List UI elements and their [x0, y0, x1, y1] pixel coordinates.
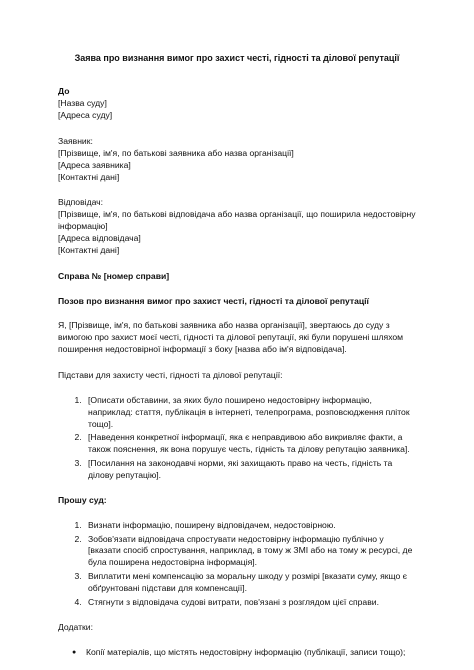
grounds-heading: Підстави для захисту честі, гідності та ділової репутації:	[58, 370, 283, 381]
request-heading: Прошу суд:	[58, 494, 107, 505]
respondent-label: Відповідач:	[58, 197, 104, 208]
respondent-address: [Адреса відповідача]	[58, 233, 141, 243]
case-number: Справа № [номер справи]	[58, 270, 170, 281]
court-name: [Назва суду]	[58, 98, 107, 109]
intro-paragraph: Я, [Прізвище, ім'я, по батькові заявника або назва організації], звертаюсь до суду з вимогою про захист моєї честі, гідності та ділової репутації, які були порушені шляхом поширення недостовірної інформації з боку [назва або ім'я відповідача].	[58, 320, 404, 355]
subject-heading: Позов про визнання вимог про захист честі, гідності та ділової репутації	[58, 295, 369, 306]
document-title: Заява про визнання вимог про захист честі, гідності та ділової репутації	[74, 53, 400, 63]
list-item: 1. [Описати обставини, за яких було поширено недостовірну інформацію, наприклад: стаття, публікація в інтернеті, телепрограма, розповсюдження пліток тощо].	[84, 395, 416, 431]
applicant-label: Заявник:	[58, 135, 93, 146]
respondent-block	[58, 197, 416, 256]
respondent-name: [Прізвище, ім'я, по батькові відповідача або назва організації, що поширила недостовірну інформацію]	[58, 209, 416, 232]
grounds-list	[58, 395, 416, 482]
applicant-name: [Прізвище, ім'я, по батькові заявника або назва організації]	[58, 147, 294, 158]
applicant-address: [Адреса заявника]	[58, 159, 131, 170]
list-item: 4. Стягнути з відповідача судові витрати, пов'язані з розглядом цієї справи.	[84, 597, 416, 609]
attachments-heading: Додатки:	[58, 621, 93, 632]
list-item: 3. [Посилання на законодавчі норми, які захищають право на честь, гідність та ділову репутацію].	[84, 458, 416, 482]
list-item: ● Копії матеріалів, що містять недостовірну інформацію (публікації, записи тощо);	[72, 647, 416, 659]
list-item: 2. [Наведення конкретної інформації, яка є неправдивою або викривляє факти, а також пояснення, як вона порушує честь, гідність та ділову репутацію заявника].	[84, 432, 416, 456]
court-block	[58, 86, 416, 122]
to-label: До	[58, 86, 70, 97]
list-item: 3. Виплатити мені компенсацію за моральну шкоду у розмірі [вказати суму, якщо є обґрунтовані підстави для компенсації].	[84, 571, 416, 595]
list-item: 1. Визнати інформацію, поширену відповідачем, недостовірною.	[84, 520, 416, 532]
court-address: [Адреса суду]	[58, 110, 113, 121]
requests-list	[58, 520, 416, 609]
applicant-contacts: [Контактні дані]	[58, 171, 120, 182]
respondent-contacts: [Контактні дані]	[58, 244, 120, 255]
attachments-list	[58, 647, 416, 659]
applicant-block	[58, 136, 416, 183]
list-item: 2. Зобов'язати відповідача спростувати недостовірну інформацію публічно у [вказати спосіб спростування, наприклад, в тому ж ЗМІ або на тому ж ресурсі, де була поширена недостовірна інформація].	[84, 534, 416, 570]
